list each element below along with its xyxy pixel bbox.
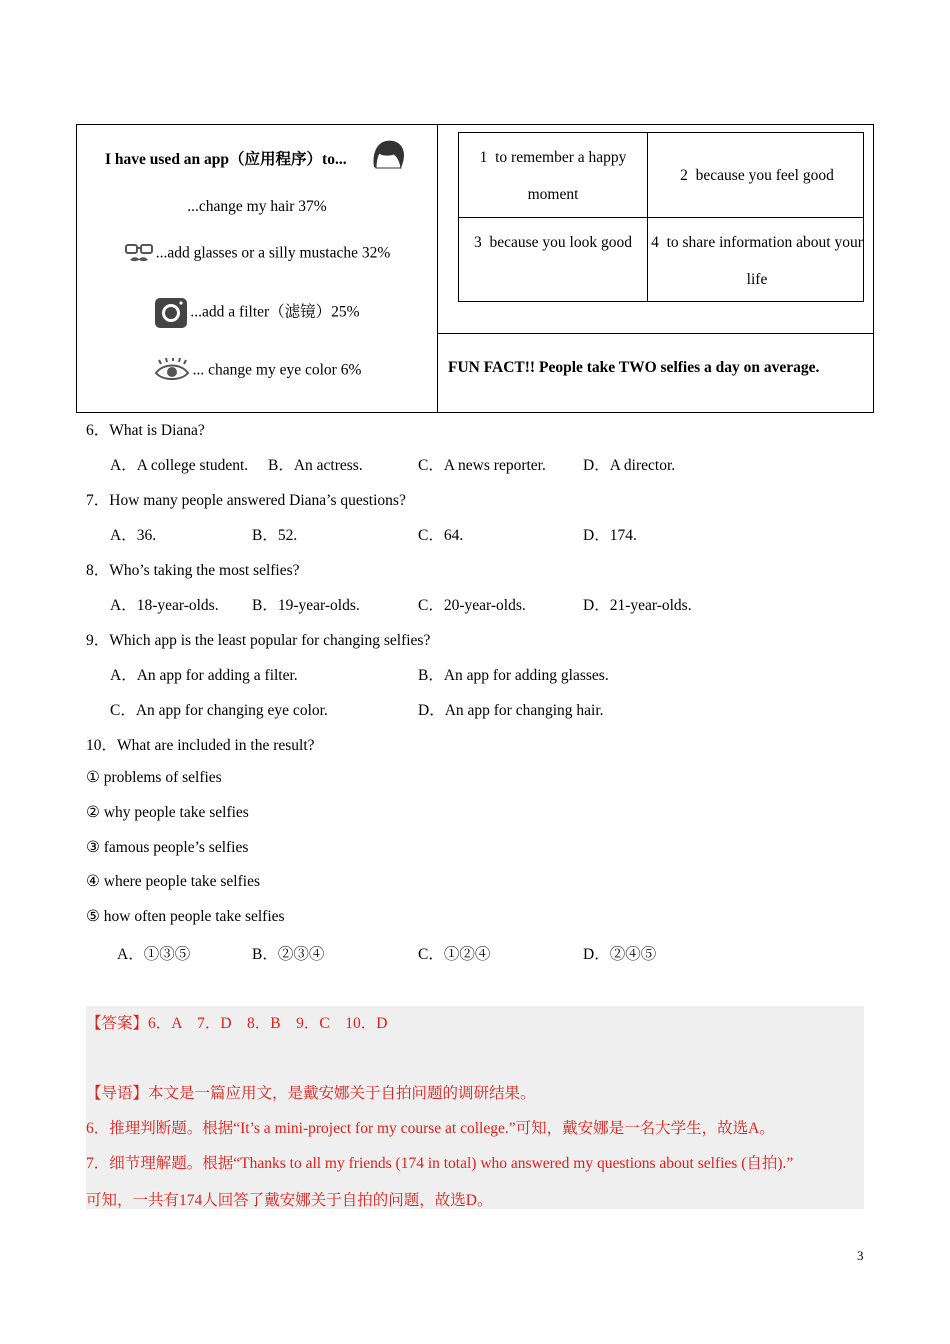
app-usage-panel [77, 125, 438, 412]
question-7: 7．How many people answered Diana’s questions? [86, 492, 406, 509]
explanation-7-line1: 7．细节理解题。根据“Thanks to all my friends (174 in total) who answered my questions about selfies (自拍).” [86, 1155, 794, 1172]
app-item-glasses-label: ...add glasses or a silly mustache 32% [155, 244, 391, 262]
app-usage-title: I have used an app（应用程序）to... [105, 151, 347, 168]
answer-guide: 【导语】本文是一篇应用文，是戴安娜关于自拍问题的调研结果。 [86, 1085, 536, 1102]
question-9: 9．Which app is the least popular for changing selfies? [86, 632, 431, 649]
glasses-mustache-icon [124, 242, 154, 266]
app-item-filter [77, 297, 437, 329]
question-6: 6．What is Diana? [86, 422, 205, 439]
option-8d: D．21-year-olds. [583, 597, 692, 614]
option-7d: D．174. [583, 527, 637, 544]
statement-3: ③ famous people’s selfies [86, 839, 249, 856]
reason-2: 2 because you feel good [680, 167, 834, 184]
option-9d: D．An app for changing hair. [418, 702, 604, 719]
app-item-eye-label: ... change my eye color 6% [192, 361, 362, 379]
reasons-panel [438, 125, 873, 412]
answer-key: 【答案】6．A 7．D 8．B 9．C 10．D [86, 1015, 388, 1032]
camera-icon [154, 297, 188, 329]
reason-3: 3 because you look good [474, 234, 632, 251]
option-10d: D．②④⑤ [583, 946, 657, 963]
statement-1: ① problems of selfies [86, 769, 222, 786]
option-10b: B．②③④ [252, 946, 325, 963]
statement-5: ⑤ how often people take selfies [86, 908, 285, 925]
app-item-glasses [77, 242, 437, 266]
option-10c: C．①②④ [418, 946, 491, 963]
option-7b: B．52. [252, 527, 298, 544]
question-8: 8．Who’s taking the most selfies? [86, 562, 300, 579]
page-number: 3 [857, 1248, 864, 1263]
option-7c: C．64. [418, 527, 464, 544]
app-item-hair: ...change my hair 37% [187, 198, 327, 215]
option-7a: A．36. [110, 527, 157, 544]
reasons-table [458, 132, 864, 302]
option-8c: C．20-year-olds. [418, 597, 526, 614]
option-9c: C．An app for changing eye color. [110, 702, 328, 719]
eye-icon [153, 358, 191, 384]
survey-table [76, 124, 874, 413]
answer-box [86, 1006, 864, 1209]
statement-2: ② why people take selfies [86, 804, 249, 821]
option-8a: A．18-year-olds. [110, 597, 219, 614]
statement-4: ④ where people take selfies [86, 873, 260, 890]
explanation-7-line2: 可知，一共有174人回答了戴安娜关于自拍的问题，故选D。 [86, 1192, 493, 1209]
option-10a: A．①③⑤ [117, 946, 191, 963]
app-item-eye [77, 358, 437, 384]
app-item-filter-label: ...add a filter（滤镜）25% [190, 303, 360, 321]
option-9b: B．An app for adding glasses. [418, 667, 609, 684]
option-8b: B．19-year-olds. [252, 597, 360, 614]
option-6d: D．A director. [583, 457, 676, 474]
reason-1: 1 to remember a happy moment [479, 149, 627, 203]
explanation-6: 6．推理判断题。根据“It’s a mini-project for my course at college.”可知，戴安娜是一名大学生，故选A。 [86, 1120, 775, 1137]
fun-fact: FUN FACT!! People take TWO selfies a day on average. [448, 359, 820, 376]
option-6b: B．An actress. [268, 457, 363, 474]
hair-icon [370, 137, 406, 171]
reason-4: 4 to share information about your life [651, 234, 863, 288]
option-6a: A．A college student. [110, 457, 249, 474]
option-9a: A．An app for adding a filter. [110, 667, 298, 684]
question-10: 10．What are included in the result? [86, 737, 315, 754]
option-6c: C．A news reporter. [418, 457, 546, 474]
